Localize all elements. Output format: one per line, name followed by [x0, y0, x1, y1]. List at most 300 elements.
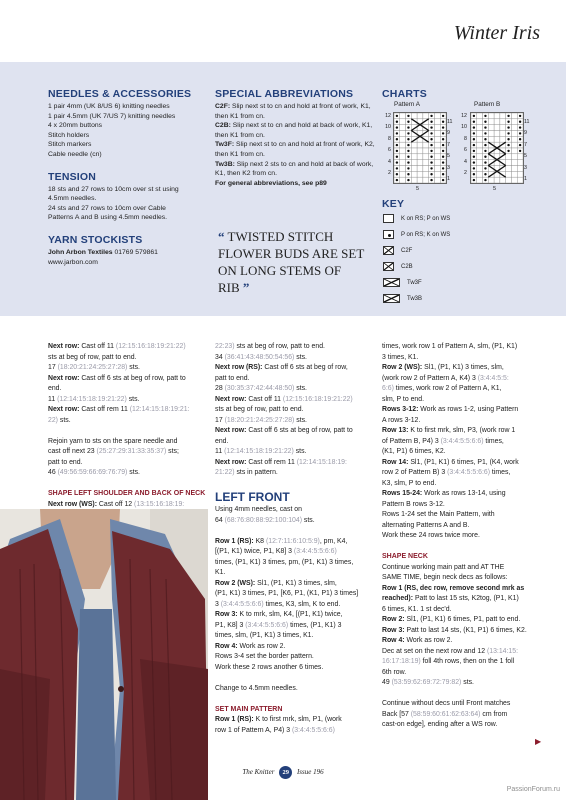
instruction-text: 17: [215, 416, 225, 424]
instruction-text: Sl1, (P1, K1) 3 times, slm,: [422, 364, 504, 371]
instruction-line: [215, 426, 375, 437]
instruction-text: sts.: [294, 385, 307, 392]
instruction-line: [215, 610, 375, 621]
key-item: [383, 246, 412, 255]
purl-dot-icon: [407, 132, 409, 134]
purl-dot-icon: [396, 138, 398, 140]
purl-dot-icon: [430, 115, 432, 117]
chart-cell: [423, 171, 429, 177]
purl-dot-icon: [473, 156, 475, 158]
abbreviation-code: Tw3F:: [215, 141, 235, 149]
instruction-line: [215, 374, 375, 385]
page-footer: [0, 766, 566, 779]
chart-cell: [411, 148, 417, 154]
purl-dot-icon: [396, 179, 398, 181]
purl-dot-icon: [507, 144, 509, 146]
instruction-line: [382, 584, 552, 595]
purl-dot-icon: [507, 138, 509, 140]
purl-dot-icon: [473, 121, 475, 123]
key-label: K on RS; P on WS: [401, 215, 451, 222]
abbreviation-code: Tw3B:: [215, 160, 235, 168]
purl-dot-icon: [430, 144, 432, 146]
chart-cell: [506, 171, 512, 177]
size-values: (12:14:15:18:19:21:: [129, 406, 190, 413]
instruction-text: Work these 24 rows twice more.: [382, 532, 480, 539]
chart-cell: [494, 125, 500, 131]
row-label: Next row (WS):: [48, 500, 97, 508]
chart-cell: [400, 154, 406, 160]
purl-dot-icon: [407, 121, 409, 123]
chart-cell: [477, 142, 483, 148]
purl-dot-icon: [484, 173, 486, 175]
purl-dot-icon: [407, 173, 409, 175]
instruction-line: [215, 384, 375, 395]
instruction-line: [382, 615, 552, 626]
purl-dot-icon: [396, 121, 398, 123]
instruction-text: 3 times, K1.: [382, 353, 419, 361]
stockists-heading: YARN STOCKISTS: [48, 233, 143, 246]
instruction-text: Work as row 2.: [404, 637, 453, 644]
instructions-column-3: [382, 342, 552, 731]
instruction-text: 3: [215, 600, 221, 608]
instruction-text: alternating Patterns A and B.: [382, 521, 470, 529]
row-number: 3: [524, 164, 527, 171]
instruction-text: 17: [48, 364, 58, 371]
purl-dot-icon: [519, 150, 521, 152]
chart-cell: [423, 177, 429, 183]
instruction-text: of Pattern B, P4) 3: [382, 437, 441, 445]
list-line: 4.5mm needles.: [48, 195, 97, 203]
instruction-text: [(P1, K1) twice, P1, K8] 3: [215, 548, 294, 555]
purl-dot-icon: [442, 150, 444, 152]
row-label: Row 13:: [382, 427, 409, 434]
instruction-text: 6 times, K1. 1 st dec'd.: [382, 605, 452, 613]
purl-dot-icon: [484, 179, 486, 181]
abbreviations-list: [215, 102, 375, 179]
instruction-text: Dec at set on the next row and 12: [382, 647, 487, 655]
row-number: 4: [464, 158, 467, 165]
chart-cell: [517, 154, 523, 160]
chart-cell: [511, 131, 517, 137]
purl-dot-icon: [442, 144, 444, 146]
chart-cell: [417, 113, 423, 119]
purl-dot-icon: [484, 167, 486, 169]
chart-cell: [423, 142, 429, 148]
chart-cell: [400, 166, 406, 172]
key-label: Tw3F: [407, 279, 422, 286]
instruction-text: cast off next 23: [48, 448, 97, 455]
purl-dot-icon: [430, 126, 432, 128]
purl-dot-icon: [484, 161, 486, 163]
purl-dot-icon: [473, 132, 475, 134]
purl-dot-icon: [430, 132, 432, 134]
purl-dot-icon: [442, 138, 444, 140]
purl-dot-icon: [396, 126, 398, 128]
instruction-line: [382, 374, 552, 385]
magazine-name: The Knitter: [242, 768, 275, 776]
instruction-text: patt to end.: [215, 374, 250, 382]
instruction-line: [382, 405, 552, 416]
chart-cell: [400, 113, 406, 119]
row-label: Row 2 (WS):: [215, 579, 256, 587]
list-line: 4 x 20mm buttons: [48, 122, 103, 130]
purl-dot-icon: [430, 161, 432, 163]
instruction-text: patt to end.: [48, 458, 83, 466]
chart-cell: [517, 166, 523, 172]
instruction-line: [382, 699, 552, 710]
chart-cell: [411, 177, 417, 183]
key-item: [383, 294, 422, 303]
key-label: Tw3B: [407, 295, 423, 302]
chart-cell: [434, 171, 440, 177]
purl-dot-icon: [484, 126, 486, 128]
instruction-line: [48, 353, 208, 364]
chart-cell: [411, 171, 417, 177]
instruction-text: 34: [215, 353, 225, 361]
purl-dot-icon: [407, 161, 409, 163]
row-label: Row 3:: [382, 626, 405, 634]
row-number: 7: [524, 141, 527, 148]
pattern-b-stitch-number: 5: [493, 186, 497, 192]
instruction-line: [215, 363, 375, 374]
instruction-line: [215, 416, 375, 427]
chart-cell: [400, 131, 406, 137]
spacer: [215, 526, 375, 537]
instruction-line: [215, 600, 375, 611]
size-values: (13:15:16:18:19:: [134, 500, 185, 508]
instruction-text: K to mrk, slm, K4, [(P1, K1) twice,: [237, 611, 343, 618]
chart-cell: [400, 148, 406, 154]
row-number: 11: [447, 119, 453, 125]
key-item: [383, 230, 450, 239]
purl-dot-icon: [473, 173, 475, 175]
chart-cell: [434, 154, 440, 160]
pull-quote: [218, 228, 366, 296]
row-label: Next row:: [215, 458, 247, 466]
instruction-text: cast-on edge], ending after a WS row.: [382, 721, 498, 728]
size-values: 21:22): [215, 469, 235, 476]
instruction-line: [215, 468, 375, 479]
purl-dot-icon: [507, 126, 509, 128]
row-label: Rows 15-24:: [382, 490, 423, 497]
chart-cell: [423, 113, 429, 119]
purl-dot-icon: [473, 126, 475, 128]
tension-list: [48, 185, 208, 223]
instruction-text: end.: [215, 437, 229, 445]
instruction-line: [215, 342, 375, 353]
chart-cell: [477, 136, 483, 142]
chart-cell: [411, 166, 417, 172]
chart-cell: [477, 131, 483, 137]
instruction-text: 28: [215, 385, 225, 392]
chart-cell: [494, 136, 500, 142]
instruction-text: times, K3, slm, K to end.: [263, 600, 341, 608]
row-label: Row 14:: [382, 458, 409, 466]
spacer: [48, 426, 208, 437]
purl-dot-icon: [473, 144, 475, 146]
chart-cell: [477, 125, 483, 131]
chart-cell: [400, 177, 406, 183]
instruction-text: K8: [253, 537, 266, 545]
instruction-text: sts.: [127, 364, 140, 371]
size-values: (3:4:4:5:5:6:6): [293, 548, 337, 555]
row-number: 8: [388, 135, 391, 142]
size-values: (3:4:4:5:5:6:6): [220, 600, 264, 608]
section-heading: SHAPE NECK: [382, 553, 428, 560]
instruction-line: [382, 710, 552, 721]
chart-cell: [506, 177, 512, 183]
instruction-text: Sl1, (P1, K1) 6 times, P1, patt to end.: [404, 616, 521, 623]
row-label: Next row:: [48, 406, 80, 413]
size-values: (3:4:4:5:5:6:6): [440, 437, 484, 445]
spacer: [382, 542, 552, 553]
chart-cell: [434, 142, 440, 148]
purl-dot-icon: [396, 132, 398, 134]
instruction-text: Patt to last 15 sts, K2tog, (P1, K1): [413, 595, 519, 602]
instruction-text: sts.: [126, 395, 140, 403]
instruction-text: row 1 of Pattern A, P4) 3: [215, 726, 292, 734]
row-number: 11: [524, 119, 530, 125]
instruction-text: Back [57: [382, 710, 411, 718]
instruction-text: Cast off 11: [246, 395, 283, 403]
instruction-text: , pm, K4,: [319, 537, 348, 545]
instruction-text: A rows 3-12.: [382, 416, 421, 424]
row-label: Row 4:: [382, 637, 405, 644]
c2f-icon: [383, 246, 394, 255]
chart-cell: [477, 154, 483, 160]
instruction-line: [382, 657, 552, 668]
purl-dot-icon: [473, 138, 475, 140]
size-values: (12:15:16:18:19:21:22): [115, 343, 186, 350]
instruction-line: [215, 726, 375, 737]
purl-dot-icon: [442, 126, 444, 128]
instruction-text: sts.: [127, 469, 140, 476]
row-number: 12: [385, 113, 391, 119]
purl-dot-icon: [507, 150, 509, 152]
instruction-text: Cast off rem 11: [246, 458, 297, 466]
instruction-line: [382, 426, 552, 437]
chart-cell: [511, 136, 517, 142]
instructions-column-1: [48, 342, 208, 510]
instruction-text: Continue without decs until Front matches: [382, 700, 511, 707]
instruction-text: (P1, K1) 3 times, P1, [K6, P1, (K1, P1) 3 times]: [215, 590, 359, 597]
row-number: 3: [447, 164, 450, 171]
list-line: Cable needle (cn): [48, 150, 102, 158]
row-number: 4: [388, 158, 391, 165]
instruction-line: [48, 405, 208, 416]
instruction-text: K to first mrk, slm, P3, (work row 1: [408, 427, 516, 434]
chart-cell: [477, 177, 483, 183]
instruction-line: [215, 589, 375, 600]
quote-open-mark: “: [218, 229, 225, 244]
purl-dot-icon: [507, 132, 509, 134]
instruction-line: [215, 437, 375, 448]
spacer: [215, 694, 375, 705]
abbreviations-column: [215, 88, 375, 188]
instruction-text: K3, slm, P to end.: [382, 479, 437, 487]
watermark: PassionForum.ru: [506, 786, 560, 793]
purl-dot-icon: [442, 179, 444, 181]
size-values: (25:27:29:31:33:35:37): [96, 448, 167, 455]
row-label: Next row:: [215, 395, 247, 403]
chart-cell: [488, 125, 494, 131]
chart-cell: [511, 171, 517, 177]
purl-dot-icon: [519, 138, 521, 140]
instruction-line: [215, 516, 375, 527]
instruction-text: (K1, P1) 6 times, K2.: [382, 448, 446, 455]
instruction-line: [215, 353, 375, 364]
spacer: [48, 479, 208, 490]
purl-dot-icon: [407, 179, 409, 181]
pattern-a-label: Pattern A: [394, 101, 420, 108]
instruction-text: cm from: [480, 710, 508, 718]
quote-close-mark: ”: [242, 280, 250, 295]
instruction-line: [215, 684, 375, 695]
tension-heading: TENSION: [48, 170, 97, 183]
chart-cell: [434, 113, 440, 119]
row-label: Row 4:: [215, 642, 238, 650]
chart-cell: [511, 113, 517, 119]
chart-cell: [411, 160, 417, 166]
chart-cell: [488, 177, 494, 183]
purl-dot-icon: [484, 121, 486, 123]
purl-dot-icon: [519, 126, 521, 128]
instruction-text: row 2 of Pattern B) 3: [382, 469, 448, 476]
instruction-text: end.: [48, 385, 62, 392]
purl-dot-icon: [442, 156, 444, 158]
quote-text: TWISTED STITCH FLOWER BUDS ARE SET ON LONG STEMS OF RIB: [218, 229, 365, 295]
instruction-text: 49: [382, 679, 392, 686]
abbreviation-text: Slip next st to cn and hold at back of work, K1, then K1 from cn.: [215, 122, 373, 139]
instruction-text: times, work row 2 of Pattern A, K1,: [393, 385, 502, 392]
abbreviation-text: Slip next st to cn and hold at front of work, K2, then K1 from cn.: [215, 141, 375, 158]
size-values: (3:4:4:5:5:6:6): [245, 621, 289, 629]
instruction-line: [382, 605, 552, 616]
row-label: Row 1 (RS):: [215, 716, 254, 723]
instruction-text: times, (P1, K1) 3 times, pm, (P1, K1) 3 times,: [215, 558, 354, 566]
size-values: 22:23): [215, 343, 235, 350]
purl-dot-icon: [484, 150, 486, 152]
instruction-text: Rows 1-24 set the Main Pattern, with: [382, 511, 495, 518]
row-number: 7: [447, 141, 450, 148]
chart-cell: [477, 166, 483, 172]
chart-cell: [411, 154, 417, 160]
instruction-text: Sl1, (P1, K1) 6 times, P1, (K4, work: [408, 458, 519, 466]
blank-square-icon: [383, 214, 394, 223]
stockist-name: John Arbon Textiles: [48, 248, 113, 256]
continue-arrow-icon: ▶: [535, 737, 542, 746]
chart-cell: [511, 148, 517, 154]
instruction-text: foll 4th rows, then on the 1 foll: [420, 658, 515, 665]
pattern-b-label: Pattern B: [474, 101, 501, 108]
purl-dot-icon: [396, 144, 398, 146]
instruction-text: (work row 2 of Pattern A, K4) 3: [382, 374, 478, 382]
key-item: [383, 262, 413, 271]
instruction-line: [382, 521, 552, 532]
abbreviation-code: C2B:: [215, 122, 231, 130]
purl-dot-icon: [519, 115, 521, 117]
chart-cell: [434, 166, 440, 172]
instruction-line: [48, 458, 208, 469]
chart-cell: [400, 171, 406, 177]
instruction-line: [215, 547, 375, 558]
purl-dot-icon: [484, 115, 486, 117]
purl-dot-icon: [442, 121, 444, 123]
purl-dot-icon: [407, 115, 409, 117]
instruction-line: [215, 558, 375, 569]
abbreviation-item: [215, 102, 375, 121]
key-label: C2F: [401, 247, 413, 254]
purl-dot-icon: [442, 115, 444, 117]
section-heading: SHAPE LEFT SHOULDER AND BACK OF NECK: [48, 490, 206, 497]
instruction-text: Using 4mm needles, cast on: [215, 506, 302, 513]
chart-cell: [511, 154, 517, 160]
instruction-line: [48, 374, 208, 385]
instruction-line: [215, 447, 375, 458]
row-label: Next row:: [48, 374, 80, 382]
size-values: (3:4:4:5:5:: [477, 374, 509, 382]
instruction-text: 11: [48, 395, 58, 403]
purl-dot-icon: [430, 173, 432, 175]
purl-dot-icon: [396, 161, 398, 163]
chart-cell: [423, 154, 429, 160]
chart-cell: [417, 171, 423, 177]
instruction-text: times,: [483, 437, 504, 445]
chart-cell: [434, 177, 440, 183]
chart-cell: [511, 160, 517, 166]
instruction-text: K1.: [215, 569, 226, 576]
instruction-line: [48, 384, 208, 395]
purl-dot-icon: [430, 179, 432, 181]
chart-cell: [434, 119, 440, 125]
needles-heading: NEEDLES & ACCESSORIES: [48, 88, 192, 100]
chart-cell: [500, 131, 506, 137]
instruction-text: times, work row 1 of Pattern A, slm, (P1, K1): [382, 343, 518, 350]
instruction-text: SAME TIME, begin neck decs as follows:: [382, 574, 508, 581]
row-number: 9: [447, 130, 450, 137]
chart-cell: [517, 177, 523, 183]
chart-cell: [500, 177, 506, 183]
row-number: 8: [464, 135, 467, 142]
size-values: (3:4:4:5:5:6:6): [447, 469, 491, 476]
instruction-text: 11: [215, 448, 225, 455]
dot-square-icon: [383, 230, 394, 239]
chart-cell: [511, 142, 517, 148]
instruction-text: times,: [490, 469, 511, 476]
instruction-text: sts;: [166, 448, 179, 455]
page-number: 29: [279, 766, 292, 779]
instruction-text: Rows 3-4 set the border pattern.: [215, 653, 314, 660]
chart-cell: [400, 136, 406, 142]
instruction-text: sts.: [461, 679, 474, 686]
row-number: 2: [464, 170, 467, 176]
instruction-text: Rejoin yarn to sts on the spare needle and: [48, 437, 178, 445]
instruction-text: Continue working main patt and AT THE: [382, 563, 505, 571]
chart-cell: [477, 119, 483, 125]
instruction-line: [382, 468, 552, 479]
list-line: 1 pair 4.5mm (UK 7/US 7) knitting needles: [48, 112, 176, 120]
purl-dot-icon: [484, 138, 486, 140]
chart-cell: [511, 119, 517, 125]
stockist-web[interactable]: www.jarbon.com: [48, 258, 98, 266]
chart-cell: [511, 166, 517, 172]
size-values: (36:41:43:48:50:54:56): [224, 353, 295, 361]
instruction-text: Cast off 11: [79, 343, 116, 350]
abbreviations-heading: SPECIAL ABBREVIATIONS: [215, 88, 354, 100]
chart-cell: [411, 113, 417, 119]
row-number: 9: [524, 130, 527, 137]
size-values: (13:14:15:: [486, 647, 519, 655]
